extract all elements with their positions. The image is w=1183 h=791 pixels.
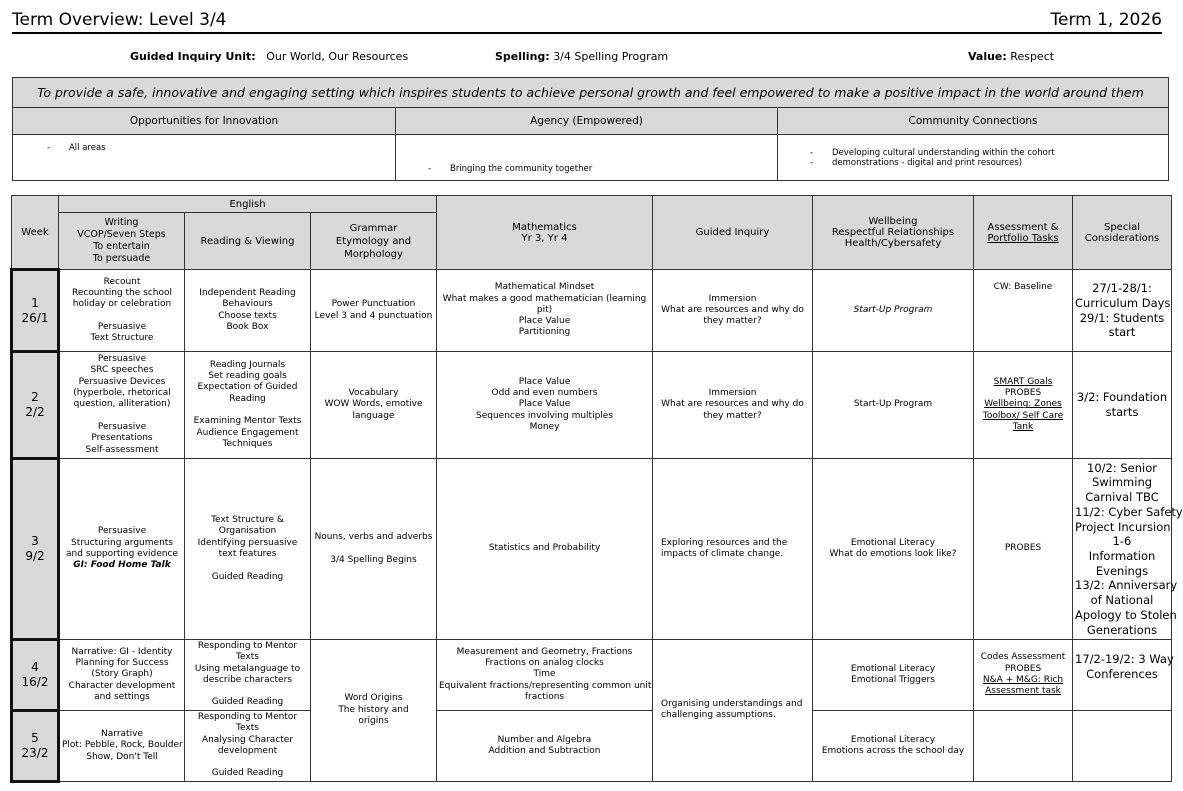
inquiry-header: Guided Inquiry — [653, 196, 813, 270]
value-info — [968, 50, 1054, 63]
value-value: Respect — [1010, 50, 1055, 63]
writing-cell: Persuasive Structuring arguments and supporting evidence GI: Food Home Talk — [59, 459, 185, 640]
inquiry-cell: Organising understandings and challenging assumptions. — [653, 640, 813, 782]
week-cell: 4 16/2 — [12, 640, 59, 711]
week-row — [12, 270, 1172, 352]
week-cell: 2 2/2 — [12, 352, 59, 459]
maths-cell: Statistics and Probability — [437, 459, 653, 640]
writing-header: Writing VCOP/Seven Steps To entertain To persuade — [59, 213, 185, 270]
inquiry-cell: Immersion What are resources and why do they matter? — [653, 270, 813, 352]
wellbeing-cell: Start-Up Program — [813, 352, 974, 459]
maths-cell: Measurement and Geometry, Fractions Fractions on analog clocks Time Equivalent fractions/representing common unit fractions — [437, 640, 653, 711]
innovation-cell — [13, 135, 396, 181]
week-cell: 1 26/1 — [12, 270, 59, 352]
community-item: - demonstrations - digital and print resources) — [810, 157, 1023, 168]
writing-cell: Narrative Plot: Pebble, Rock, Boulder Show, Don't Tell — [59, 711, 185, 782]
week-row — [12, 352, 1172, 459]
unit-value: Our World, Our Resources — [266, 50, 409, 63]
english-header: English — [59, 196, 437, 213]
page-title: Term Overview: Level 3/4 — [12, 10, 227, 30]
special-cell: 3/2: Foundation starts — [1073, 352, 1172, 459]
week-header: Week — [12, 196, 59, 270]
grammar-cell: Nouns, verbs and adverbs 3/4 Spelling Begins — [311, 459, 437, 640]
grammar-cell: Vocabulary WOW Words, emotive language — [311, 352, 437, 459]
special-cell — [1073, 711, 1172, 782]
maths-cell: Place Value Odd and even numbers Place Value Sequences involving multiples Money — [437, 352, 653, 459]
term-plan-table — [10, 195, 1183, 783]
maths-cell: Number and Algebra Addition and Subtraction — [437, 711, 653, 782]
wellbeing-cell: Emotional Literacy What do emotions look like? — [813, 459, 974, 640]
wellbeing-cell: Emotional Literacy Emotional Triggers — [813, 640, 974, 711]
assessment-cell: SMART Goals PROBES Wellbeing: Zones Toolbox/ Self Care Tank — [974, 352, 1073, 459]
writing-cell: Recount Recounting the school holiday or celebration Persuasive Text Structure — [59, 270, 185, 352]
special-cell: 27/1-28/1: Curriculum Days 29/1: Students start — [1073, 270, 1172, 352]
inquiry-cell: Exploring resources and the impacts of climate change. — [653, 459, 813, 640]
reading-cell: Independent Reading Behaviours Choose texts Book Box — [185, 270, 311, 352]
reading-header: Reading & Viewing — [185, 213, 311, 270]
innovation-header: Opportunities for Innovation — [13, 108, 396, 135]
term-label: Term 1, 2026 — [1050, 10, 1162, 30]
assessment-cell: CW: Baseline — [974, 270, 1073, 352]
writing-cell: Persuasive SRC speeches Persuasive Devices (hyperbole, rhetorical question, alliteration) Persuasive Presentations Self-assessment — [59, 352, 185, 459]
special-cell: 10/2: Senior Swimming Carnival TBC 11/2: Cyber Safety Project Incursion 1-6 Information Evenings 13/2: Anniversary of National Apology to Stolen Generations — [1073, 459, 1172, 640]
week-cell: 5 23/2 — [12, 711, 59, 782]
title-row — [12, 10, 1162, 34]
community-cell — [778, 135, 1169, 181]
writing-cell: Narrative: GI - Identity Planning for Success (Story Graph) Character development and settings — [59, 640, 185, 711]
wellbeing-header: Wellbeing Respectful Relationships Health/Cybersafety — [813, 196, 974, 270]
reading-cell: Reading Journals Set reading goals Expectation of Guided Reading Examining Mentor Texts Audience Engagement Techniques — [185, 352, 311, 459]
spelling-label: Spelling: — [495, 50, 550, 63]
community-item: - Developing cultural understanding within the cohort — [810, 147, 1055, 158]
wellbeing-cell: Emotional Literacy Emotions across the school day — [813, 711, 974, 782]
innovation-item: - All areas — [47, 143, 106, 153]
special-cell: 17/2-19/2: 3 Way Conferences — [1073, 640, 1172, 711]
assessment-header: Assessment & Portfolio Tasks — [974, 196, 1073, 270]
week-row — [12, 640, 1172, 711]
wellbeing-cell: Start-Up Program — [813, 270, 974, 352]
agency-cell — [396, 135, 778, 181]
grammar-cell: Word Origins The history and origins — [311, 640, 437, 782]
assessment-cell: PROBES — [974, 459, 1073, 640]
reading-cell: Text Structure & Organisation Identifying persuasive text features Guided Reading — [185, 459, 311, 640]
spelling-value: 3/4 Spelling Program — [553, 50, 669, 63]
assessment-cell: Codes Assessment PROBES N&A + M&G: Rich Assessment task — [974, 640, 1073, 711]
week-row — [12, 711, 1172, 782]
grammar-header: Grammar Etymology and Morphology — [311, 213, 437, 270]
inquiry-cell: Immersion What are resources and why do they matter? — [653, 352, 813, 459]
community-header: Community Connections — [778, 108, 1169, 135]
grammar-cell: Power Punctuation Level 3 and 4 punctuation — [311, 270, 437, 352]
agency-header: Agency (Empowered) — [396, 108, 778, 135]
value-label: Value: — [968, 50, 1007, 63]
maths-header: Mathematics Yr 3, Yr 4 — [437, 196, 653, 270]
spelling-info — [495, 50, 668, 63]
maths-cell: Mathematical Mindset What makes a good mathematician (learning pit) Place Value Partitioning — [437, 270, 653, 352]
agency-item: - Bringing the community together — [428, 164, 593, 174]
vision-table — [12, 77, 1169, 181]
unit-label: Guided Inquiry Unit: — [130, 50, 256, 63]
week-cell: 3 9/2 — [12, 459, 59, 640]
vision-statement: To provide a safe, innovative and engaging setting which inspires students to achieve personal growth and feel empowered to make a positive impact in the world around them — [13, 78, 1169, 108]
special-header: Special Considerations — [1073, 196, 1172, 270]
reading-cell: Responding to Mentor Texts Analysing Character development Guided Reading — [185, 711, 311, 782]
week-row — [12, 459, 1172, 640]
reading-cell: Responding to Mentor Texts Using metalanguage to describe characters Guided Reading — [185, 640, 311, 711]
inquiry-unit — [130, 50, 408, 63]
assessment-cell — [974, 711, 1073, 782]
